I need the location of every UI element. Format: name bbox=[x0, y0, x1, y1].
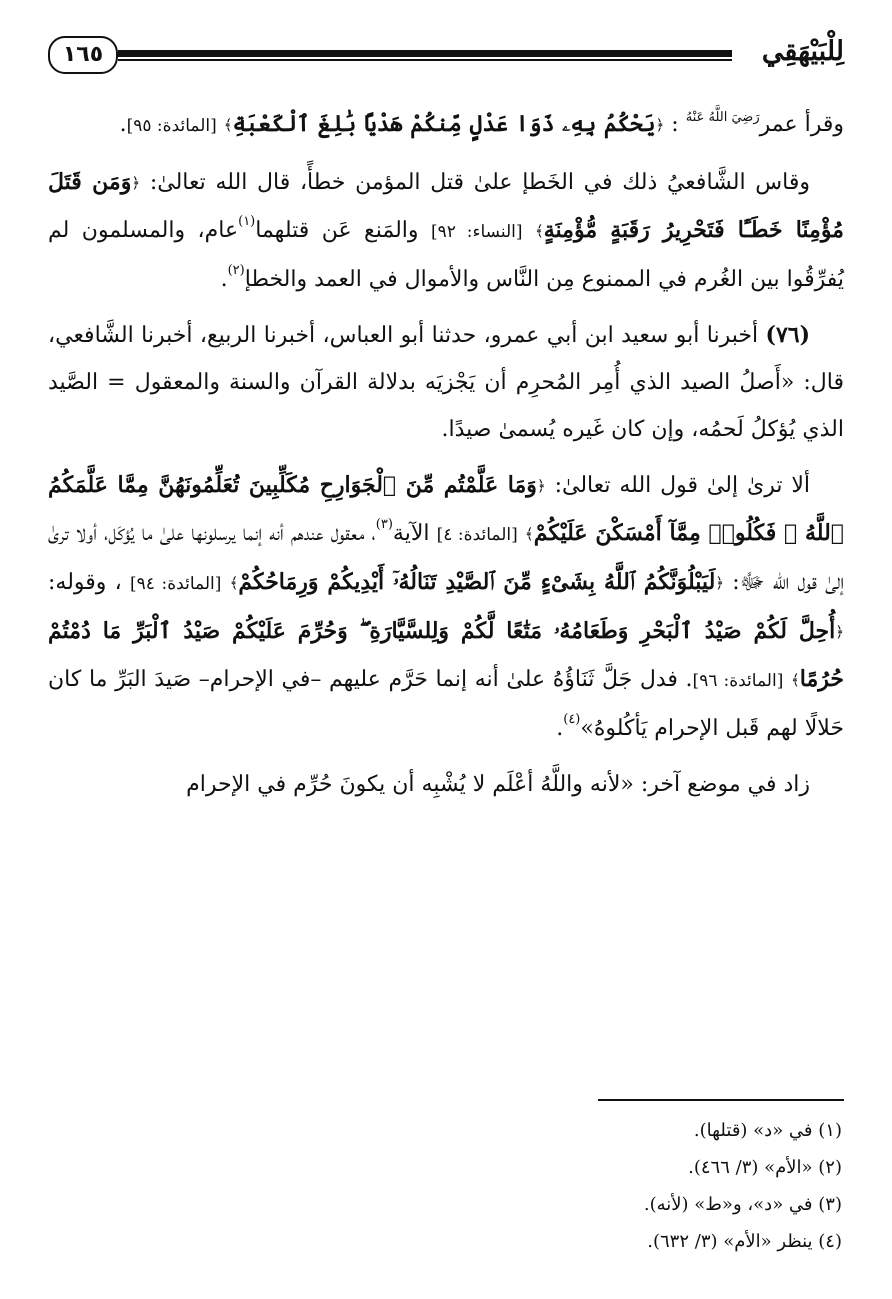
text-run: وقرأ عمر bbox=[759, 112, 844, 137]
footnote-4: (٤) ينظر «الأم» (٣/ ٦٣٢). bbox=[647, 1231, 842, 1252]
verse-reference: [المائدة: ٤] bbox=[436, 525, 518, 545]
page-number: ١٦٥ bbox=[48, 36, 118, 74]
verse-close-ornament: ﴾ bbox=[534, 222, 544, 240]
verse-open-ornament: ﴿ bbox=[655, 116, 665, 134]
footnote-separator bbox=[598, 1099, 844, 1101]
quran-verse: يَحْكُمُ بِهِۦ ذَوَا عَدْلٍ مِّنكُمْ هَدْيًا بَٰلِغَ ٱلْكَعْبَةِ bbox=[232, 111, 656, 137]
verse-reference: [المائدة: ٩٥] bbox=[126, 116, 217, 136]
footnote-1: (١) في «د» (قتلها). bbox=[693, 1120, 842, 1141]
text-run: زاد في موضع آخر: «لأنه واللَّهُ أعْلَم لا يُشْبِه أن يكونَ حُرِّم في الإحرام bbox=[186, 772, 810, 797]
paragraph-hunting-verses bbox=[48, 462, 844, 752]
text-run: والمَنع عَن قتلهما bbox=[255, 218, 431, 243]
text-run: . bbox=[220, 267, 228, 292]
verse-open-ornament: ﴿ bbox=[131, 174, 141, 192]
hadith-number: (٧٦) bbox=[765, 322, 810, 348]
page-body bbox=[48, 94, 844, 808]
verse-close-ornament: ﴾ bbox=[790, 671, 800, 689]
verse-close-ornament: ﴾ bbox=[229, 574, 239, 592]
text-run: ، وقوله: bbox=[48, 570, 130, 595]
running-head: لِلْبَيْهَقِي bbox=[761, 36, 844, 67]
footnote-3: (٣) في «د»، و«ط» (لأنه). bbox=[643, 1194, 842, 1215]
text-run: وقاس الشَّافعيُ ذلك في الخَطإ علىٰ قتل المؤمن خطأً، قال الله تعالىٰ: bbox=[140, 170, 810, 195]
footnote-marker: (١) bbox=[238, 214, 256, 229]
paragraph-hadith-76 bbox=[48, 312, 844, 453]
footnote-marker: (٤) bbox=[563, 712, 581, 727]
quran-verse: أُحِلَّ لَكُمْ صَيْدُ ٱلْبَحْرِ وَطَعَامُهُۥ مَتَٰعًا لَّكُمْ وَلِلسَّيَّارَةِ ۖ وَحُرِّمَ عَلَيْكُمْ صَيْدُ ٱلْبَرِّ مَا دُمْتُمْ حُرُمًا bbox=[48, 618, 844, 692]
text-run: أخبرنا أبو سعيد ابن أبي عمرو، حدثنا أبو العباس، أخبرنا الربيع، أخبرنا الشَّافعي، قال: «أَصلُ الصيد الذي أُمِر المُحرِم أن يَجْزيَه بدلالة القرآن والسنة والمعقول = الصَّيد الذي يُؤكلُ لَحمُه، وإن كان غَيره يُسمىٰ صيدًا. bbox=[48, 323, 844, 442]
verse-open-ornament: ﴿ bbox=[536, 477, 546, 495]
text-run: : bbox=[664, 112, 686, 137]
text-run: ، معقول عندهم أنه إنما يرسلونها علىٰ ما يُؤكَل، أولا ترىٰ إلىٰ قول الله bbox=[48, 521, 845, 595]
paragraph-umar-reading bbox=[48, 94, 844, 150]
verse-open-ornament: ﴿ bbox=[715, 574, 725, 592]
verse-close-ornament: ﴾ bbox=[223, 116, 233, 134]
book-page bbox=[48, 28, 844, 1268]
quran-verse: وَمَن قَتَلَ مُؤْمِنًا خَطَـًٔا فَتَحْرِيرُ رَقَبَةٍ مُّؤْمِنَةٍ bbox=[48, 169, 844, 243]
footnote-marker: (٢) bbox=[227, 263, 245, 278]
footnote-marker: (٣) bbox=[375, 517, 393, 532]
header-rule-thick bbox=[118, 50, 732, 57]
text-run: الآية bbox=[392, 521, 437, 546]
text-run: ألا ترىٰ إلىٰ قول الله تعالىٰ: bbox=[545, 473, 811, 498]
verse-close-ornament: ﴾ bbox=[524, 525, 534, 543]
header-rule bbox=[118, 50, 732, 62]
text-run: . فدل جَلَّ ثَنَاؤُهُ علىٰ أنه إنما حَرَّم عليهم –في الإحرام– صَيدَ البَرِّ ما كان حَلالًا لهم قَبل الإحرام يَأكُلوهُ» bbox=[48, 667, 844, 741]
footnotes bbox=[48, 1112, 844, 1260]
quran-verse: وَمَا عَلَّمْتُم مِّنَ ٱلْجَوَارِحِ مُكَلِّبِينَ تُعَلِّمُونَهُنَّ مِمَّا عَلَّمَكُمُ ٱللَّهُ ۖ فَكُلُوا۟ مِمَّآ أَمْسَكْنَ عَلَيْكُمْ bbox=[48, 472, 844, 546]
text-run: عام، والمسلمون لم يُفرِّقُوا بين الغُرم في الممنوع مِن النَّاس والأموال في العمد والخطإ bbox=[48, 218, 844, 292]
page-header bbox=[48, 28, 844, 84]
jalla-glyph: ﷻ bbox=[739, 570, 765, 595]
header-rule-thin bbox=[118, 59, 732, 61]
verse-reference: [النساء: ٩٢] bbox=[430, 222, 523, 242]
paragraph-shafii-analogy bbox=[48, 159, 844, 303]
verse-open-ornament: ﴿ bbox=[835, 623, 844, 641]
paragraph-additional-wording bbox=[48, 761, 844, 808]
verse-reference: [المائدة: ٩٤] bbox=[129, 574, 222, 594]
verse-reference: [المائدة: ٩٦] bbox=[692, 671, 784, 691]
footnote-2: (٢) «الأم» (٣/ ٤٦٦). bbox=[688, 1157, 842, 1178]
quran-verse: لَيَبْلُوَنَّكُمُ ٱللَّهُ بِشَىْءٍ مِّنَ ٱلصَّيْدِ تَنَالُهُۥٓ أَيْدِيكُمْ وَرِمَاحُكُمْ bbox=[238, 569, 716, 595]
text-run: . bbox=[119, 112, 127, 137]
honorific: رَضِيَ اللَّهُ عَنْهُ bbox=[685, 110, 760, 125]
text-run: : bbox=[724, 570, 740, 595]
text-run: . bbox=[556, 716, 564, 741]
